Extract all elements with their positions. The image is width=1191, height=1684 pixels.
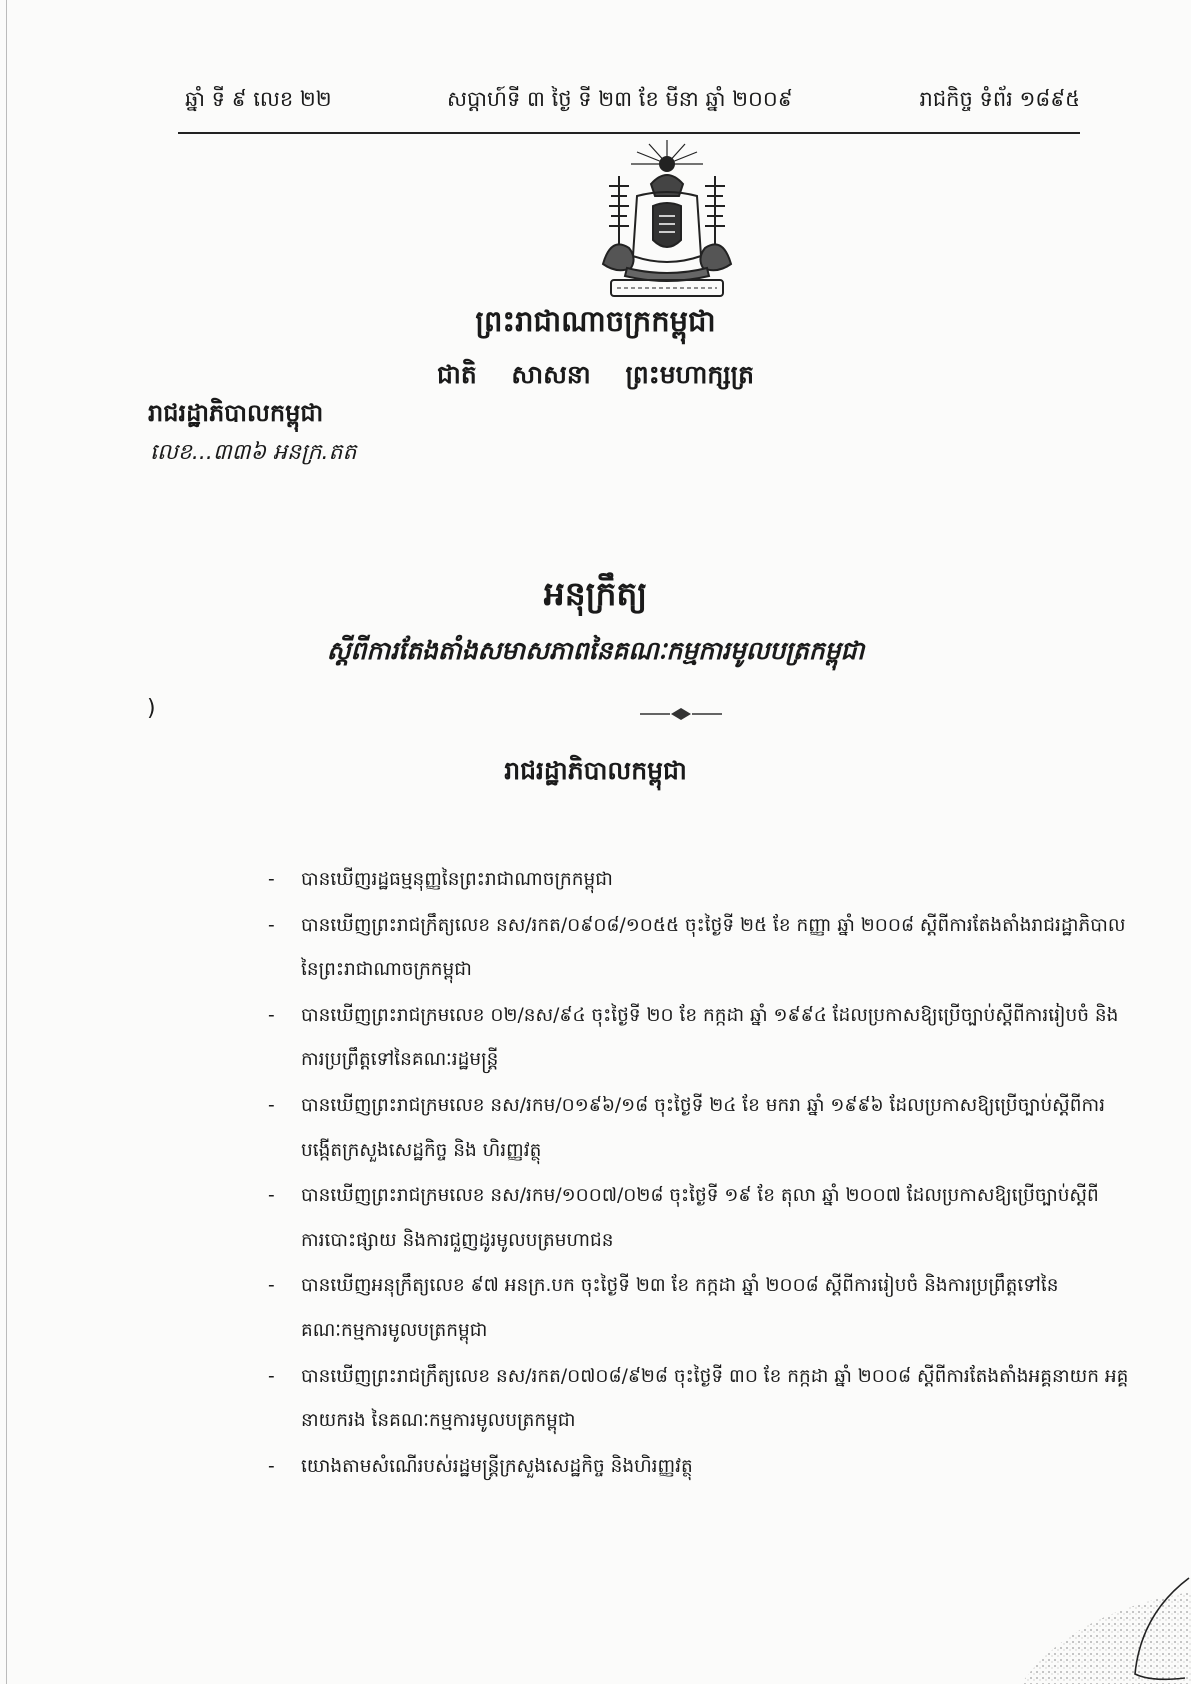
preamble-item [268,1355,1138,1444]
header-date: សប្តាហ៍ទី ៣ ថ្ងៃ ទី ២៣ ខែ មីនា ឆ្នាំ ២០០៩ [447,87,793,111]
preamble-text: បានឃើញព្រះរាជក្រឹត្យលេខ នស/រកត/០៩០៨/១០៥៥ ចុះថ្ងៃទី ២៥ ខែ កញ្ញា ឆ្នាំ ២០០៨ ស្តីពីការតែងតាំងរាជរដ្ឋាភិបាលនៃព្រះរាជាណាចក្រកម្ពុជា [301,914,1126,981]
document-type: អនុក្រឹត្យ [543,574,648,613]
list-dash: - [268,869,275,890]
preamble-text: បានឃើញអនុក្រឹត្យលេខ ៩៧ អនក្រ.បក ចុះថ្ងៃទី ២៣ ខែ កក្កដា ឆ្នាំ ២០០៨ ស្តីពីការរៀបចំ និងការប្រព្រឹត្តទៅនៃគណៈកម្មការមូលបត្រកម្ពុជា [301,1275,1059,1341]
header-rule [178,132,1080,134]
preamble-item [268,1264,1138,1353]
document-number: លេខ...៣៣៦ អនក្រ.តត [150,440,357,465]
royal-coat-of-arms-icon [597,136,737,301]
preamble-item [268,1174,1138,1263]
gazette-header [185,86,1080,122]
header-page-number: រាជកិច្ច ទំព័រ ១៨៩៥ [919,87,1080,111]
preamble-item [268,904,1138,993]
preamble-text: យោងតាមសំណើរបស់រដ្ឋមន្ត្រីក្រសួងសេដ្ឋកិច្ច និងហិរញ្ញវត្ថុ [301,1455,693,1477]
preamble-text: បានឃើញរដ្ឋធម្មនុញ្ញនៃព្រះរាជាណាចក្រកម្ពុជា [301,869,613,890]
list-dash: - [268,1094,275,1116]
national-motto: ជាតិ សាសនា ព្រះមហាក្សត្រ [437,360,754,389]
header-year-issue: ឆ្នាំ ទី ៩ លេខ ២២ [185,87,332,111]
list-dash: - [268,1275,275,1297]
preamble-text: បានឃើញព្រះរាជក្រមលេខ នស/រកម/០១៩៦/១៨ ចុះថ្ងៃទី ២៤ ខែ មករា ឆ្នាំ ១៩៩៦ ដែលប្រកាសឱ្យប្រើច្បាប់ស្តីពីការបង្កើតក្រសួងសេដ្ឋកិច្ច និង ហិរញ្ញវត្ថុ [301,1094,1106,1161]
scan-edge-line [6,0,7,1684]
preamble-list [268,858,1138,1490]
preamble-text: បានឃើញព្រះរាជក្រមលេខ ០២/នស/៩៤ ចុះថ្ងៃទី ២០ ខែ កក្កដា ឆ្នាំ ១៩៩៤ ដែលប្រកាសឱ្យប្រើច្បាប់ស្តីពីការរៀបចំ និងការប្រព្រឹត្តទៅនៃគណៈរដ្ឋមន្ត្រី [301,1004,1119,1071]
kingdom-title: ព្រះរាជាណាចក្រកម្ពុជា [475,304,716,338]
list-dash: - [268,1004,275,1026]
margin-mark: ) [147,696,156,721]
issuer-name: រាជរដ្ឋាភិបាលកម្ពុជា [148,399,324,427]
preamble-item [268,994,1138,1083]
list-dash: - [268,1365,275,1387]
list-dash: - [268,1455,275,1477]
preamble-item [268,1445,1138,1490]
list-dash: - [268,914,275,936]
signature-stroke [1121,1574,1191,1684]
preamble-item [268,858,1138,903]
preamble-text: បានឃើញព្រះរាជក្រមលេខ នស/រកម/១០០៧/០២៨ ចុះថ្ងៃទី ១៩ ខែ តុលា ឆ្នាំ ២០០៧ ដែលប្រកាសឱ្យប្រើច្បាប់ស្តីពីការបោះផ្សាយ និងការជួញដូរមូលបត្រមហាជន [301,1185,1099,1251]
divider-ornament-icon [638,706,724,722]
list-dash: - [268,1185,275,1207]
preamble-item [268,1084,1138,1173]
document-subject: ស្តីពីការតែងតាំងសមាសភាពនៃគណៈកម្មការមូលបត្រកម្ពុជា [326,636,865,665]
preamble-text: បានឃើញព្រះរាជក្រឹត្យលេខ នស/រកត/០៧០៨/៩២៨ ចុះថ្ងៃទី ៣០ ខែ កក្កដា ឆ្នាំ ២០០៨ ស្តីពីការតែងតាំងអគ្គនាយក អគ្គនាយករង នៃគណៈកម្មការមូលបត្រកម្ពុជា [301,1365,1129,1432]
issuing-authority: រាជរដ្ឋាភិបាលកម្ពុជា [504,756,687,785]
